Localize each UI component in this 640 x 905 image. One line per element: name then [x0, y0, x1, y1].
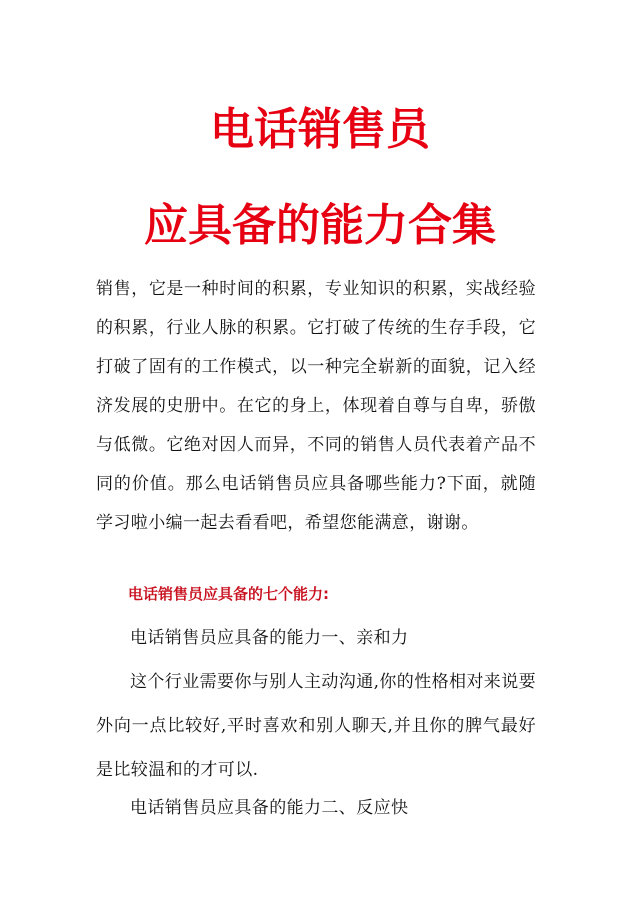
ability-2-heading: 电话销售员应具备的能力二、反应快 — [130, 798, 409, 818]
title-line-2: 应具备的能力合集 — [144, 200, 496, 251]
ability-1-body: 这个行业需要你与别人主动沟通,你的性格相对来说要外向一点比较好,平时喜欢和别人聊天,并且你的脾气最好是比较温和的才可以. — [96, 672, 537, 780]
title-line-1: 电话销售员 — [210, 104, 430, 155]
intro-paragraph: 销售，它是一种时间的积累，专业知识的积累，实战经验的积累，行业人脉的积累。它打破了传统的生存手段，它打破了固有的工作模式，以一种完全崭新的面貌，记入经济发展的史册中。在它的身上，体现着自尊与自卑，骄傲与低微。它绝对因人而异，不同的销售人员代表着产品不同的价值。那么电话销售员应具备哪些能力?下面，就随学习啦小编一起去看看吧，希望您能满意，谢谢。 — [96, 279, 536, 533]
section-heading: 电话销售员应具备的七个能力: — [128, 585, 329, 603]
ability-1-heading: 电话销售员应具备的能力一、亲和力 — [130, 628, 409, 648]
